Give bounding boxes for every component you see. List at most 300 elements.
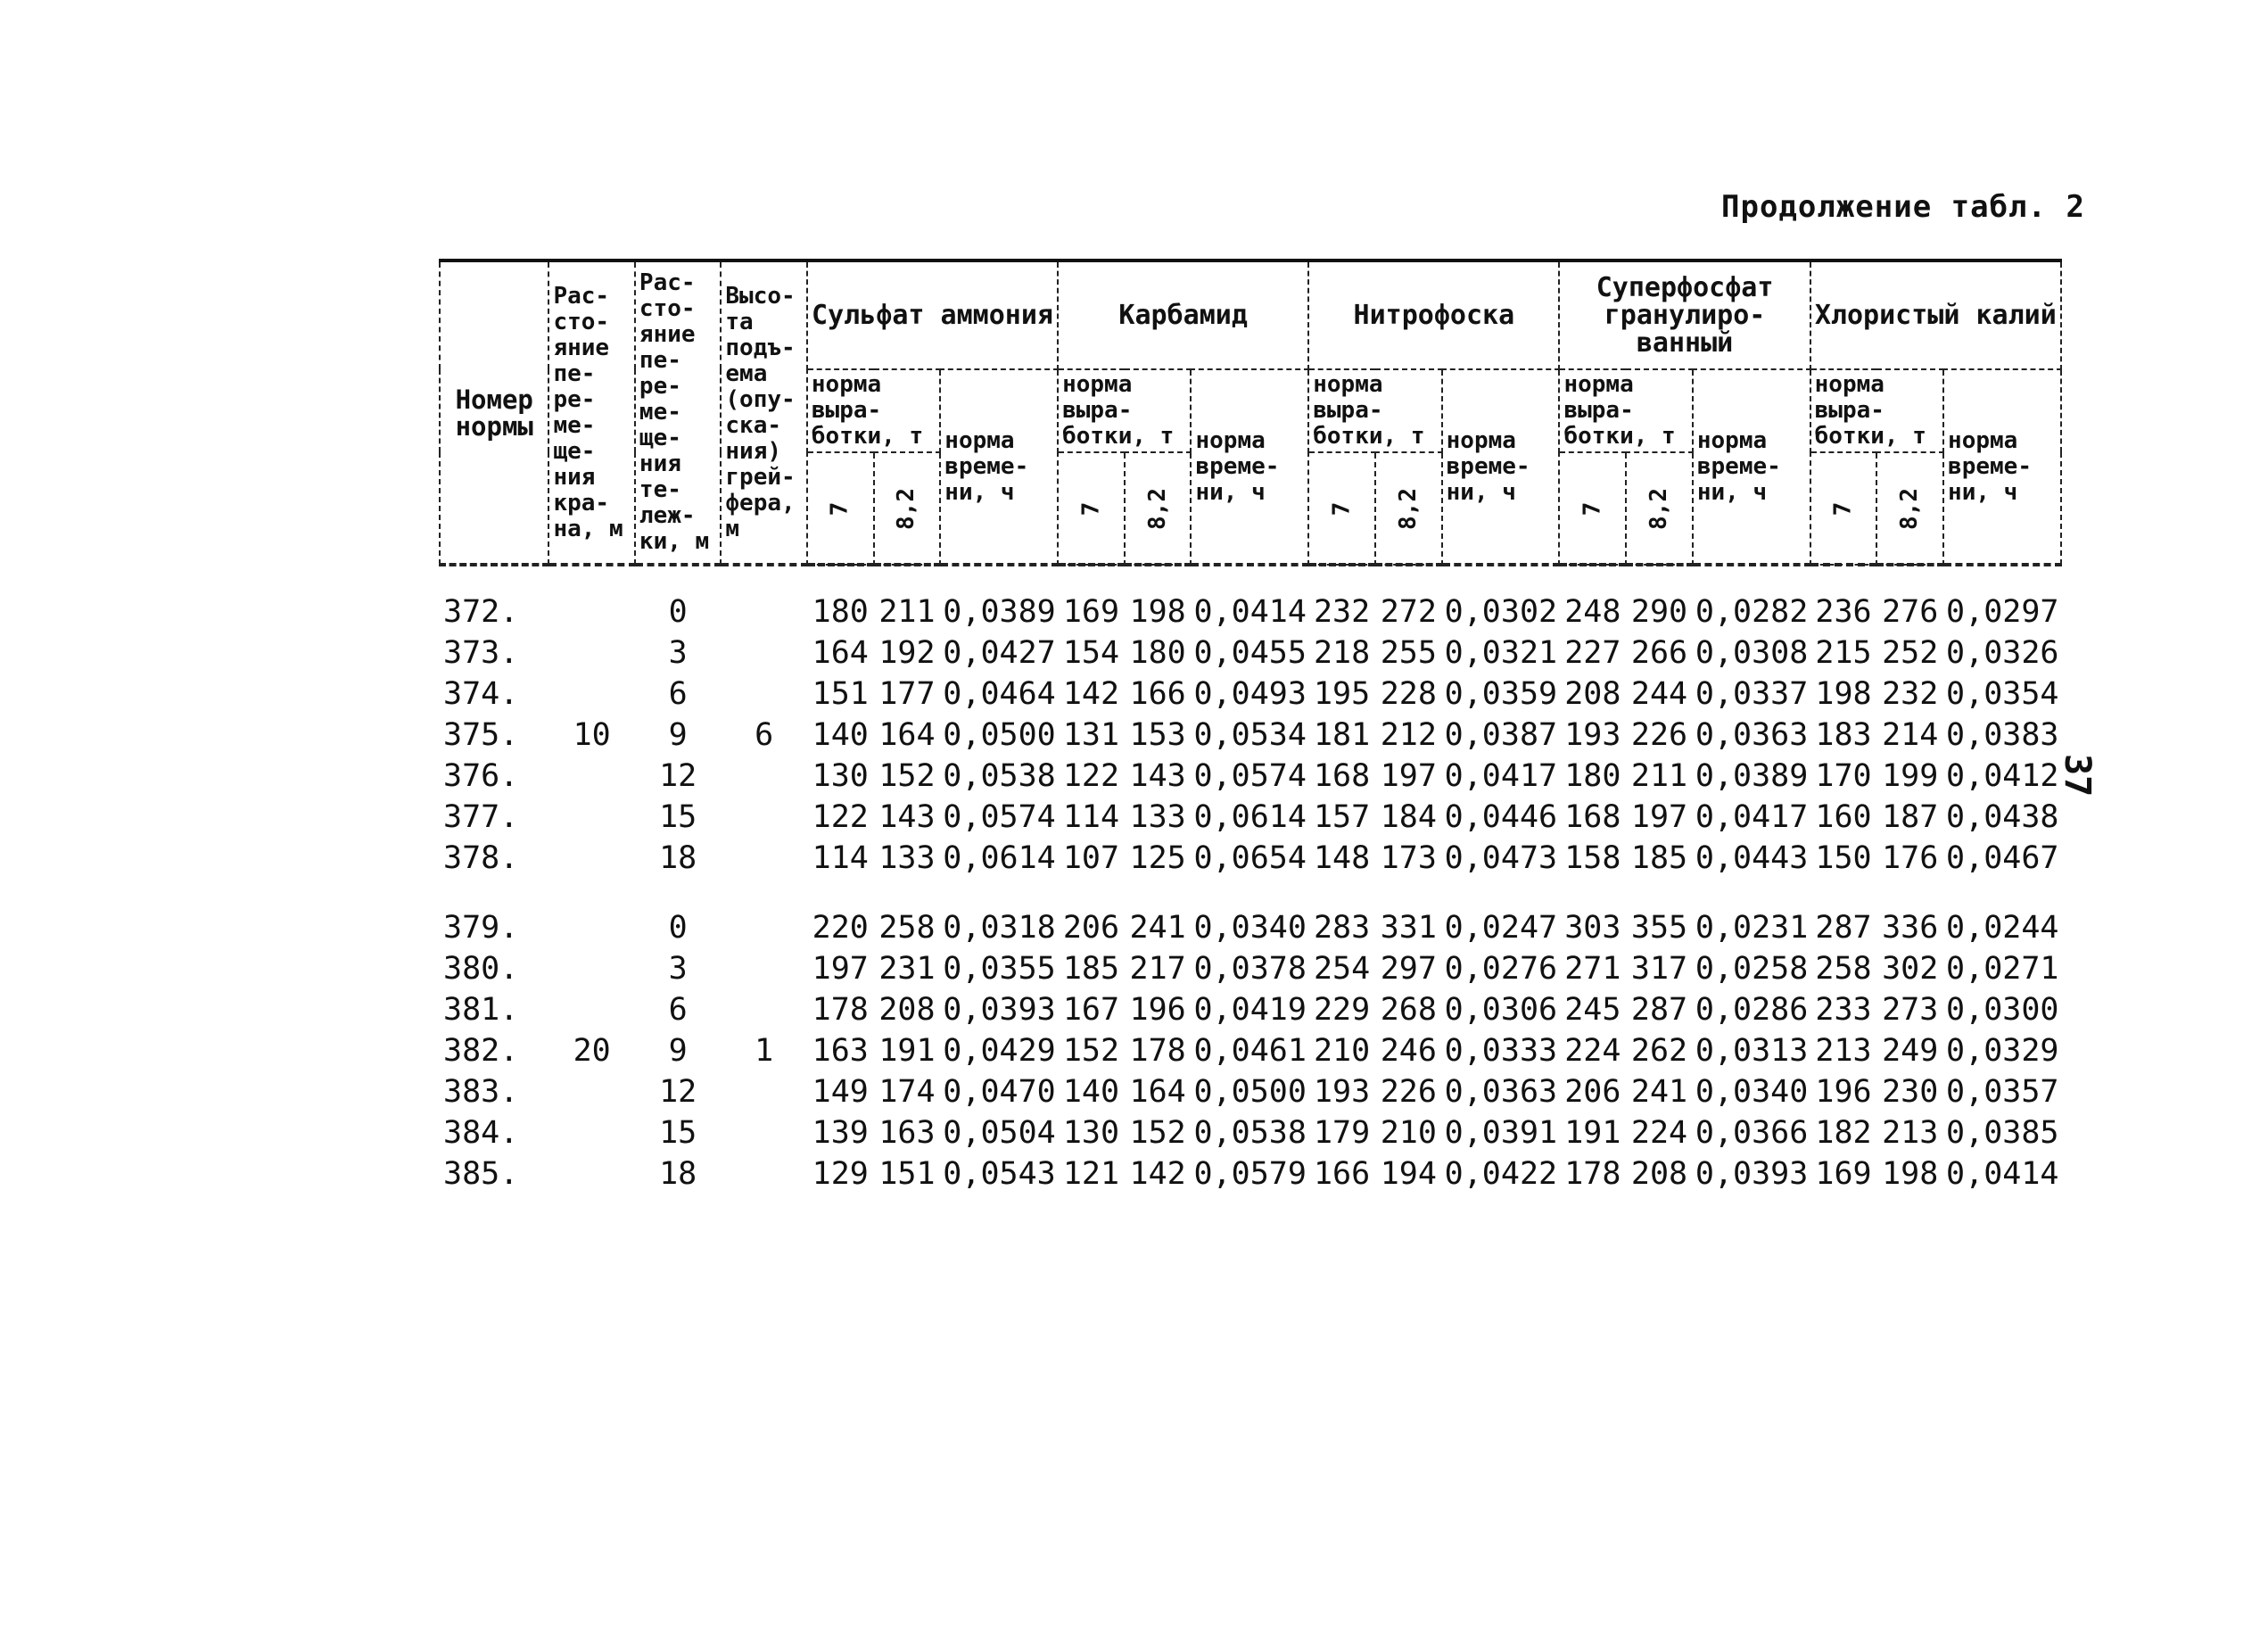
output-norm-cell: 231 <box>878 951 936 987</box>
header-fertilizer: Сульфат аммония <box>807 260 1058 369</box>
time-norm-cell: 0,0614 <box>943 840 1056 876</box>
output-norm-cell: 248 <box>1559 565 1626 632</box>
output-norm-cell: 224 <box>1630 1115 1688 1151</box>
time-norm-cell: 0,0247 <box>1444 910 1558 946</box>
output-norm-cell: 107 <box>1062 840 1120 876</box>
output-norm-cell: 227 <box>1564 635 1621 671</box>
output-norm-cell: 166 <box>1313 1156 1371 1192</box>
time-norm-cell: 0,0412 <box>1946 758 2059 794</box>
time-norm-cell: 0,0282 <box>1693 565 1810 632</box>
output-norm-cell: 199 <box>1882 758 1939 794</box>
header-row-number: Номер нормы <box>440 260 548 565</box>
row-number-cell: 372. <box>440 565 548 632</box>
time-norm-cell: 0,0383 <box>1946 717 2059 753</box>
output-norm-cell: 158 <box>1564 840 1621 876</box>
grab-height-cell <box>721 948 806 989</box>
time-norm-cell: 0,0286 <box>1695 992 1809 1028</box>
time-norm-cell: 0,0538 <box>1193 1115 1307 1151</box>
output-norm-cell: 181 <box>1313 717 1371 753</box>
header-fertilizer: Нитрофоска <box>1308 260 1559 369</box>
time-norm-cell: 0,0429 <box>943 1033 1056 1069</box>
output-norm-cell: 232 <box>1308 565 1375 632</box>
output-norm-cell: 233 <box>1815 992 1872 1028</box>
crane-distance-cell <box>548 1071 634 1112</box>
time-norm-cell: 0,0438 <box>1946 799 2059 835</box>
time-norm-cell: 0,0654 <box>1193 840 1307 876</box>
time-norm-cell: 0,0464 <box>943 676 1056 712</box>
header-time-norm: норма време-ни, ч <box>940 369 1058 565</box>
output-norm-cell: 252 <box>1882 635 1939 671</box>
output-norm-cell: 154 <box>1062 635 1120 671</box>
table-row <box>440 756 2061 797</box>
grab-height-cell: 6 <box>755 717 774 753</box>
output-norm-cell: 170 <box>1815 758 1872 794</box>
time-norm-cell: 0,0417 <box>1695 799 1809 835</box>
output-norm-cell: 317 <box>1630 951 1688 987</box>
table-row <box>440 674 2061 715</box>
output-norm-cell: 226 <box>1380 1074 1437 1110</box>
time-norm-cell: 0,0326 <box>1946 635 2059 671</box>
output-norm-cell: 246 <box>1380 1033 1437 1069</box>
output-norm-cell: 191 <box>878 1033 936 1069</box>
row-number-cell: 383. <box>443 1074 519 1110</box>
time-norm-cell: 0,0414 <box>1191 565 1308 632</box>
output-norm-cell: 139 <box>812 1115 869 1151</box>
time-norm-cell: 0,0574 <box>943 799 1056 835</box>
output-norm-cell: 355 <box>1630 910 1688 946</box>
header-distance-trolley: Рас- сто- яние пе- ре- ме- ще- ния те- леж- ки, м <box>635 260 721 565</box>
output-norm-cell: 129 <box>812 1156 869 1192</box>
header-sub-8-2: 8,2 <box>874 452 941 565</box>
time-norm-cell: 0,0378 <box>1193 951 1307 987</box>
time-norm-cell: 0,0427 <box>943 635 1056 671</box>
table-header <box>440 260 2061 565</box>
output-norm-cell: 169 <box>1815 1156 1872 1192</box>
time-norm-cell: 0,0366 <box>1695 1115 1809 1151</box>
output-norm-cell: 206 <box>1564 1074 1621 1110</box>
header-time-norm: норма време-ни, ч <box>1442 369 1560 565</box>
header-sub-8-2: 8,2 <box>1876 452 1943 565</box>
trolley-distance-cell: 9 <box>668 1033 688 1069</box>
output-norm-cell: 167 <box>1062 992 1120 1028</box>
output-norm-cell: 208 <box>878 992 936 1028</box>
page-number: 37 <box>2057 754 2098 798</box>
time-norm-cell: 0,0329 <box>1946 1033 2059 1069</box>
header-time-norm: норма време-ни, ч <box>1191 369 1308 565</box>
output-norm-cell: 303 <box>1564 910 1621 946</box>
trolley-distance-cell: 6 <box>668 992 688 1028</box>
output-norm-cell: 153 <box>1129 717 1186 753</box>
output-norm-cell: 149 <box>812 1074 869 1110</box>
header-sub-7: 7 <box>1810 452 1877 565</box>
output-norm-cell: 283 <box>1313 910 1371 946</box>
output-norm-cell: 130 <box>812 758 869 794</box>
output-norm-cell: 208 <box>1630 1156 1688 1192</box>
output-norm-cell: 196 <box>1129 992 1186 1028</box>
time-norm-cell: 0,0355 <box>943 951 1056 987</box>
table-row <box>440 989 2061 1030</box>
output-norm-cell: 302 <box>1882 951 1939 987</box>
output-norm-cell: 287 <box>1815 910 1872 946</box>
output-norm-cell: 121 <box>1062 1156 1120 1192</box>
time-norm-cell: 0,0276 <box>1444 951 1558 987</box>
output-norm-cell: 217 <box>1129 951 1186 987</box>
output-norm-cell: 152 <box>1129 1115 1186 1151</box>
time-norm-cell: 0,0493 <box>1193 676 1307 712</box>
crane-distance-cell <box>548 797 634 838</box>
row-number-cell: 377. <box>443 799 519 835</box>
table-row <box>440 838 2061 879</box>
output-norm-cell: 131 <box>1062 717 1120 753</box>
output-norm-cell: 122 <box>812 799 869 835</box>
output-norm-cell: 211 <box>1630 758 1688 794</box>
time-norm-cell: 0,0302 <box>1442 565 1560 632</box>
time-norm-cell: 0,0543 <box>943 1156 1056 1192</box>
time-norm-cell: 0,0297 <box>1943 565 2061 632</box>
output-norm-cell: 180 <box>1129 635 1186 671</box>
header-time-norm: норма време-ни, ч <box>1693 369 1810 565</box>
crane-distance-cell: 20 <box>573 1033 611 1069</box>
crane-distance-cell <box>548 1153 634 1194</box>
header-sub-7: 7 <box>1308 452 1375 565</box>
output-norm-cell: 143 <box>878 799 936 835</box>
crane-distance-cell <box>548 879 634 948</box>
output-norm-cell: 151 <box>878 1156 936 1192</box>
time-norm-cell: 0,0443 <box>1695 840 1809 876</box>
time-norm-cell: 0,0534 <box>1193 717 1307 753</box>
header-sub-7: 7 <box>807 452 874 565</box>
output-norm-cell: 168 <box>1313 758 1371 794</box>
output-norm-cell: 211 <box>874 565 941 632</box>
output-norm-cell: 232 <box>1882 676 1939 712</box>
output-norm-cell: 133 <box>1129 799 1186 835</box>
output-norm-cell: 178 <box>1564 1156 1621 1192</box>
output-norm-cell: 193 <box>1564 717 1621 753</box>
output-norm-cell: 213 <box>1815 1033 1872 1069</box>
time-norm-cell: 0,0470 <box>943 1074 1056 1110</box>
row-number-cell: 379. <box>443 910 519 946</box>
time-norm-cell: 0,0357 <box>1946 1074 2059 1110</box>
output-norm-cell: 273 <box>1882 992 1939 1028</box>
grab-height-cell <box>721 1112 806 1153</box>
output-norm-cell: 114 <box>1062 799 1120 835</box>
output-norm-cell: 194 <box>1380 1156 1437 1192</box>
output-norm-cell: 290 <box>1626 565 1693 632</box>
crane-distance-cell <box>548 1112 634 1153</box>
time-norm-cell: 0,0504 <box>943 1115 1056 1151</box>
output-norm-cell: 208 <box>1564 676 1621 712</box>
output-norm-cell: 178 <box>1129 1033 1186 1069</box>
header-sub-7: 7 <box>1559 452 1626 565</box>
row-number-cell: 373. <box>443 635 519 671</box>
header-sub-8-2: 8,2 <box>1375 452 1442 565</box>
output-norm-cell: 122 <box>1062 758 1120 794</box>
trolley-distance-cell: 12 <box>659 1074 697 1110</box>
row-number-cell: 384. <box>443 1115 519 1151</box>
output-norm-cell: 249 <box>1882 1033 1939 1069</box>
output-norm-cell: 212 <box>1380 717 1437 753</box>
output-norm-cell: 164 <box>1129 1074 1186 1110</box>
row-number-cell: 375. <box>443 717 519 753</box>
output-norm-cell: 151 <box>812 676 869 712</box>
grab-height-cell <box>721 879 806 948</box>
grab-height-cell <box>721 838 806 879</box>
output-norm-cell: 180 <box>1564 758 1621 794</box>
output-norm-cell: 255 <box>1380 635 1437 671</box>
norms-table <box>439 259 2062 1194</box>
header-grab-height: Высо- та подъ- ема (опу- ска- ния) грей- фера, м <box>721 260 806 565</box>
trolley-distance-cell: 18 <box>659 1156 697 1192</box>
output-norm-cell: 187 <box>1882 799 1939 835</box>
time-norm-cell: 0,0500 <box>1193 1074 1307 1110</box>
output-norm-cell: 336 <box>1882 910 1939 946</box>
header-fertilizer: Карбамид <box>1058 260 1308 369</box>
trolley-distance-cell: 12 <box>659 758 697 794</box>
output-norm-cell: 244 <box>1630 676 1688 712</box>
output-norm-cell: 229 <box>1313 992 1371 1028</box>
crane-distance-cell <box>548 674 634 715</box>
output-norm-cell: 163 <box>812 1033 869 1069</box>
output-norm-cell: 266 <box>1630 635 1688 671</box>
output-norm-cell: 193 <box>1313 1074 1371 1110</box>
output-norm-cell: 133 <box>878 840 936 876</box>
crane-distance-cell <box>548 838 634 879</box>
grab-height-cell <box>721 1153 806 1194</box>
time-norm-cell: 0,0340 <box>1695 1074 1809 1110</box>
crane-distance-cell <box>548 948 634 989</box>
output-norm-cell: 142 <box>1129 1156 1186 1192</box>
output-norm-cell: 236 <box>1810 565 1877 632</box>
output-norm-cell: 258 <box>1815 951 1872 987</box>
output-norm-cell: 164 <box>812 635 869 671</box>
output-norm-cell: 160 <box>1815 799 1872 835</box>
output-norm-cell: 180 <box>807 565 874 632</box>
table-row <box>440 565 2061 632</box>
output-norm-cell: 218 <box>1313 635 1371 671</box>
output-norm-cell: 245 <box>1564 992 1621 1028</box>
output-norm-cell: 197 <box>812 951 869 987</box>
time-norm-cell: 0,0244 <box>1946 910 2059 946</box>
output-norm-cell: 143 <box>1129 758 1186 794</box>
header-fertilizer: Суперфосфат гранулиро-ванный <box>1559 260 1810 369</box>
time-norm-cell: 0,0500 <box>943 717 1056 753</box>
row-number-cell: 378. <box>443 840 519 876</box>
time-norm-cell: 0,0340 <box>1193 910 1307 946</box>
time-norm-cell: 0,0271 <box>1946 951 2059 987</box>
output-norm-cell: 150 <box>1815 840 1872 876</box>
crane-distance-cell: 10 <box>573 717 611 753</box>
time-norm-cell: 0,0579 <box>1193 1156 1307 1192</box>
output-norm-cell: 169 <box>1058 565 1125 632</box>
output-norm-cell: 220 <box>812 910 869 946</box>
output-norm-cell: 176 <box>1882 840 1939 876</box>
output-norm-cell: 214 <box>1882 717 1939 753</box>
output-norm-cell: 140 <box>812 717 869 753</box>
time-norm-cell: 0,0306 <box>1444 992 1558 1028</box>
time-norm-cell: 0,0419 <box>1193 992 1307 1028</box>
output-norm-cell: 163 <box>878 1115 936 1151</box>
output-norm-cell: 177 <box>878 676 936 712</box>
output-norm-cell: 157 <box>1313 799 1371 835</box>
time-norm-cell: 0,0446 <box>1444 799 1558 835</box>
time-norm-cell: 0,0574 <box>1193 758 1307 794</box>
output-norm-cell: 210 <box>1313 1033 1371 1069</box>
trolley-distance-cell: 18 <box>659 840 697 876</box>
output-norm-cell: 213 <box>1882 1115 1939 1151</box>
table-row <box>440 879 2061 948</box>
time-norm-cell: 0,0414 <box>1946 1156 2059 1192</box>
table-row <box>440 948 2061 989</box>
time-norm-cell: 0,0308 <box>1695 635 1809 671</box>
header-output-norm: норма выра-ботки, т <box>1559 369 1692 452</box>
header-output-norm: норма выра-ботки, т <box>1058 369 1191 452</box>
table-row <box>440 797 2061 838</box>
grab-height-cell <box>721 756 806 797</box>
output-norm-cell: 241 <box>1129 910 1186 946</box>
time-norm-cell: 0,0258 <box>1695 951 1809 987</box>
output-norm-cell: 331 <box>1380 910 1437 946</box>
time-norm-cell: 0,0393 <box>943 992 1056 1028</box>
table-body <box>440 565 2061 1194</box>
table-row <box>440 632 2061 674</box>
time-norm-cell: 0,0231 <box>1695 910 1809 946</box>
time-norm-cell: 0,0363 <box>1695 717 1809 753</box>
grab-height-cell <box>721 632 806 674</box>
header-fertilizer: Хлористый калий <box>1810 260 2061 369</box>
output-norm-cell: 272 <box>1375 565 1442 632</box>
time-norm-cell: 0,0393 <box>1695 1156 1809 1192</box>
output-norm-cell: 168 <box>1564 799 1621 835</box>
output-norm-cell: 114 <box>812 840 869 876</box>
output-norm-cell: 226 <box>1630 717 1688 753</box>
output-norm-cell: 241 <box>1630 1074 1688 1110</box>
row-number-cell: 374. <box>443 676 519 712</box>
table-row <box>440 1030 2061 1071</box>
output-norm-cell: 125 <box>1129 840 1186 876</box>
grab-height-cell <box>721 674 806 715</box>
output-norm-cell: 178 <box>812 992 869 1028</box>
trolley-distance-cell: 0 <box>635 565 721 632</box>
trolley-distance-cell: 3 <box>668 951 688 987</box>
time-norm-cell: 0,0417 <box>1444 758 1558 794</box>
time-norm-cell: 0,0422 <box>1444 1156 1558 1192</box>
output-norm-cell: 197 <box>1380 758 1437 794</box>
crane-distance-cell <box>548 565 634 632</box>
output-norm-cell: 140 <box>1062 1074 1120 1110</box>
row-number-cell: 376. <box>443 758 519 794</box>
header-output-norm: норма выра-ботки, т <box>1308 369 1441 452</box>
output-norm-cell: 254 <box>1313 951 1371 987</box>
output-norm-cell: 192 <box>878 635 936 671</box>
time-norm-cell: 0,0455 <box>1193 635 1307 671</box>
grab-height-cell <box>721 989 806 1030</box>
output-norm-cell: 196 <box>1815 1074 1872 1110</box>
time-norm-cell: 0,0614 <box>1193 799 1307 835</box>
output-norm-cell: 271 <box>1564 951 1621 987</box>
trolley-distance-cell: 9 <box>668 717 688 753</box>
header-sub-7: 7 <box>1058 452 1125 565</box>
output-norm-cell: 174 <box>878 1074 936 1110</box>
output-norm-cell: 230 <box>1882 1074 1939 1110</box>
crane-distance-cell <box>548 632 634 674</box>
header-time-norm: норма време-ни, ч <box>1943 369 2061 565</box>
time-norm-cell: 0,0359 <box>1444 676 1558 712</box>
time-norm-cell: 0,0354 <box>1946 676 2059 712</box>
crane-distance-cell <box>548 989 634 1030</box>
header-sub-8-2: 8,2 <box>1626 452 1693 565</box>
time-norm-cell: 0,0318 <box>943 910 1056 946</box>
output-norm-cell: 152 <box>1062 1033 1120 1069</box>
output-norm-cell: 183 <box>1815 717 1872 753</box>
time-norm-cell: 0,0389 <box>940 565 1058 632</box>
time-norm-cell: 0,0467 <box>1946 840 2059 876</box>
output-norm-cell: 276 <box>1876 565 1943 632</box>
output-norm-cell: 297 <box>1380 951 1437 987</box>
output-norm-cell: 198 <box>1815 676 1872 712</box>
time-norm-cell: 0,0321 <box>1444 635 1558 671</box>
output-norm-cell: 206 <box>1062 910 1120 946</box>
output-norm-cell: 268 <box>1380 992 1437 1028</box>
table-row <box>440 1071 2061 1112</box>
output-norm-cell: 130 <box>1062 1115 1120 1151</box>
output-norm-cell: 191 <box>1564 1115 1621 1151</box>
time-norm-cell: 0,0389 <box>1695 758 1809 794</box>
table-row <box>440 715 2061 756</box>
trolley-distance-cell: 3 <box>668 635 688 671</box>
crane-distance-cell <box>548 756 634 797</box>
trolley-distance-cell: 0 <box>668 910 688 946</box>
output-norm-cell: 198 <box>1125 565 1192 632</box>
time-norm-cell: 0,0461 <box>1193 1033 1307 1069</box>
output-norm-cell: 258 <box>878 910 936 946</box>
output-norm-cell: 195 <box>1313 676 1371 712</box>
table-caption: Продолжение табл. 2 <box>1721 189 2085 225</box>
header-output-norm: норма выра-ботки, т <box>807 369 940 452</box>
time-norm-cell: 0,0385 <box>1946 1115 2059 1151</box>
trolley-distance-cell: 6 <box>668 676 688 712</box>
grab-height-cell <box>721 565 806 632</box>
output-norm-cell: 262 <box>1630 1033 1688 1069</box>
output-norm-cell: 185 <box>1630 840 1688 876</box>
row-number-cell: 380. <box>443 951 519 987</box>
time-norm-cell: 0,0313 <box>1695 1033 1809 1069</box>
header-distance-crane: Рас- сто- яние пе- ре- ме- ще- ния кра- на, м <box>548 260 634 565</box>
output-norm-cell: 197 <box>1630 799 1688 835</box>
header-output-norm: норма выра-ботки, т <box>1810 369 1943 452</box>
row-number-cell: 385. <box>443 1156 519 1192</box>
time-norm-cell: 0,0538 <box>943 758 1056 794</box>
row-number-cell: 381. <box>443 992 519 1028</box>
output-norm-cell: 287 <box>1630 992 1688 1028</box>
output-norm-cell: 210 <box>1380 1115 1437 1151</box>
output-norm-cell: 228 <box>1380 676 1437 712</box>
grab-height-cell <box>721 797 806 838</box>
output-norm-cell: 166 <box>1129 676 1186 712</box>
grab-height-cell <box>721 1071 806 1112</box>
trolley-distance-cell: 15 <box>659 1115 697 1151</box>
output-norm-cell: 185 <box>1062 951 1120 987</box>
output-norm-cell: 179 <box>1313 1115 1371 1151</box>
output-norm-cell: 215 <box>1815 635 1872 671</box>
trolley-distance-cell: 15 <box>659 799 697 835</box>
output-norm-cell: 184 <box>1380 799 1437 835</box>
output-norm-cell: 164 <box>878 717 936 753</box>
row-number-cell: 382. <box>443 1033 519 1069</box>
time-norm-cell: 0,0333 <box>1444 1033 1558 1069</box>
output-norm-cell: 182 <box>1815 1115 1872 1151</box>
time-norm-cell: 0,0473 <box>1444 840 1558 876</box>
time-norm-cell: 0,0300 <box>1946 992 2059 1028</box>
